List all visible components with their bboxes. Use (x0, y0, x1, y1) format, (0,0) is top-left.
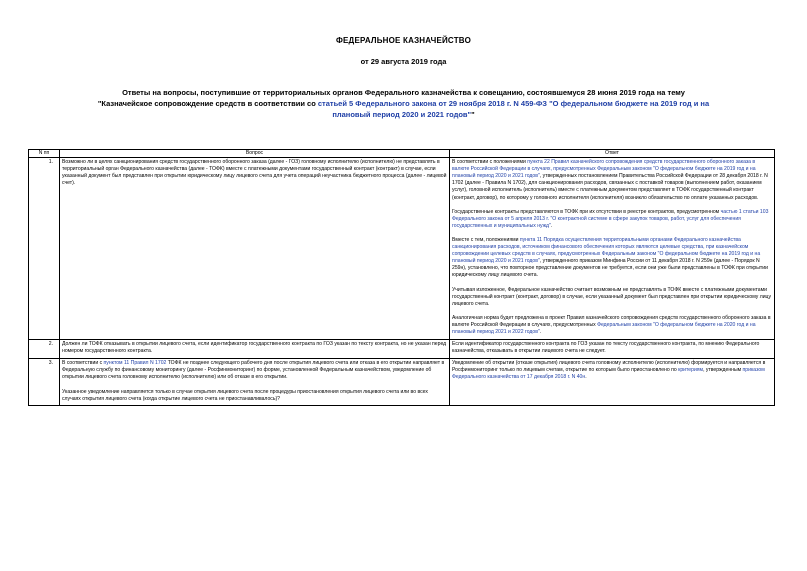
table-row (29, 359, 775, 405)
order-259n-link[interactable]: пункта 11 Порядка осуществления территориальными органами Федерального казначейства санкционирования расходов, источником финансового обеспечения которых являются целевые средства, при казначейском сопровождении целевых средств в случаях, предусмотренных Федеральным законом "О федеральном бюджете на 2019 год и на плановый период 2020 и 2021 годов" (452, 236, 761, 265)
answer-text: В соответствии с положениями (452, 159, 528, 166)
answer-text: Аналогичная норма будет предложена в проект Правил казначейского сопровождения средств государственного оборонного заказа в валюте Российской Федерации в случаях, предусмотренных (452, 314, 771, 328)
answer-text: , утвержденного приказом Минфина России от 11 декабря 2018 г. N 259н (далее - Порядок N 259н), установлено, что повторное представление документов не требуется, если они уже были представлены в ТОФК при открытии юридическому лицу лицевого счета. (452, 258, 768, 279)
answer-paragraph (452, 159, 772, 202)
answer-paragraph (452, 209, 772, 230)
qa-table (28, 149, 775, 406)
col-number-header: N пп (29, 150, 60, 158)
row-number: 2. (29, 340, 60, 359)
law-44fz-link[interactable]: частью 1 статьи 103 Федерального закона от 5 апреля 2013 г. "О контрактной системе в сфере закупок товаров, работ, услуг для обеспечения государственных и муниципальных нужд" (452, 208, 769, 229)
answer-text: . (550, 222, 553, 229)
question-cell (60, 340, 450, 359)
title-law-link-cont[interactable]: плановый период 2020 и 2021 годов" (332, 110, 472, 119)
answer-cell (450, 340, 775, 359)
question-text: Возможно ли в целях санкционирования средств государственного оборонного заказа (далее - ГОЗ) головному исполнителю (исполнителю) не представлять в территориальный орган Федерального казначейства (далее - ТОФК) вместе с платежными документами государственный контракт (контракт) в случае, если указанный документ был представлен при открытии юридическому лицу лицевого счета для учета операций неучастника бюджетного процесса (далее - лицевой счет). (62, 159, 447, 187)
answer-text: Вместе с тем, положениями (452, 236, 520, 243)
table-header-row (29, 150, 775, 158)
answer-text: . (539, 328, 542, 335)
document-title (35, 87, 772, 120)
title-law-link[interactable]: статьей 5 Федерального закона от 29 ноября 2018 г. N 459-ФЗ "О федеральном бюджете на 2019 год и на (317, 99, 710, 108)
question-cell (60, 359, 450, 405)
answer-text: . (585, 374, 587, 381)
document-date: от 29 августа 2019 года (360, 57, 447, 66)
question-fragment: В соответствии с (62, 360, 104, 367)
table-row (29, 158, 775, 340)
row-number: 3. (29, 359, 60, 405)
answer-paragraph: Учитывая изложенное, Федеральное казначейство считает возможным не представлять в ТОФК вместе с платежными документами государственный контракт (контракт, договор) в случае, если указанный документ был представлен при открытии юридическому лицу лицевого счета. (452, 286, 772, 307)
answer-paragraph (452, 237, 772, 280)
answer-cell (450, 158, 775, 340)
title-line-1: Ответы на вопросы, поступившие от территориальных органов Федерального казначейства к совещанию, состоявшемуся 28 июня 2019 года на тему (122, 88, 685, 97)
answer-text: , утвержденным (703, 367, 743, 374)
order-40n-link[interactable]: приказом Федерального казначейства от 17 декабря 2018 г. N 40н (452, 367, 765, 381)
answer-paragraph (452, 315, 772, 336)
row-number: 1. (29, 158, 60, 340)
question-cell (60, 158, 450, 340)
rules-1702-p11-link[interactable]: пунктом 11 Правил N 1702 (103, 360, 167, 367)
criteria-link[interactable]: критериям (678, 367, 704, 374)
question-text: Указанное уведомление направляется только в случае открытия лицевого счета после процедуры приостановления открытия лицевого счета или во всех случаях открытия лицевого счета (когда открытие лицевого счета не приостанавливалось)? (62, 388, 428, 402)
answer-text: Уведомление об открытии (отказе открытия) лицевого счета головному исполнителю (исполнителю) формируется и направляется в Росфинмониторинг только по лицевым счетам, открытие по которым было приостановлено по (452, 360, 766, 374)
col-question-header: Вопрос (60, 150, 450, 158)
budget-law-2020-link[interactable]: Федеральным законом "О федеральном бюджете на 2020 год и на плановый период 2021 и 2022 годов" (452, 321, 756, 335)
col-answer-header: Ответ (450, 150, 775, 158)
question-text (62, 360, 447, 381)
org-heading: ФЕДЕРАЛЬНОЕ КАЗНАЧЕЙСТВО (335, 36, 472, 45)
table-row (29, 340, 775, 359)
question-fragment: ТОФК не позднее следующего рабочего дня после открытия лицевого счета или отказа в его открытии направляет в Федеральную службу по финансовому мониторингу (далее - Росфинмониторинг) по форме, установленной Федеральным казначейством, уведомление об открытии лицевого счета головному исполнителю (исполнителю) или об отказе в его открытии. (62, 360, 445, 381)
rules-1702-link[interactable]: пункта 22 Правил казначейского сопровождения средств государственного оборонного заказа в валюте Российской Федерации в случаях, предусмотренных Федеральным законом "О федеральном бюджете на 2019 год и на плановый период 2020 и 2021 годов" (452, 159, 756, 180)
title-line-2-text: "Казначейское сопровождение средств в соответствии со (97, 99, 318, 108)
answer-text: Государственные контракты представляются в ТОФК при их отсутствии в реестре контрактов, предусмотренном (452, 208, 721, 215)
title-closing-quote: " (471, 110, 475, 119)
answer-cell (450, 359, 775, 405)
answer-paragraph: Если идентификатор государственного контракта по ГОЗ указан по тексту государственного контракта, по мнению Федерального казначейства, отказывать в открытии лицевого счета не следует. (452, 341, 760, 355)
question-text: Должен ли ТОФК отказывать в открытии лицевого счета, если идентификатор государственного контракта по ГОЗ указан по тексту контракта, но не указан перед номером государственного контракта. (62, 341, 447, 355)
answer-text: , утвержденных постановлением Правительства Российской Федерации от 28 декабря 2018 г. N 1702 (далее - Правила N 1702), для санкционирования расходов, связанных с поставкой товаров (выполнением работ, оказанием услуг), головной исполнитель (исполнитель) вместе с платежным документом представляет в ТОФК государственный контракт (контракт, договор), по которому у головного исполнителя (исполнителя) возникло обязательство по оплате указанных расходов. (452, 173, 768, 201)
answer-paragraph (452, 360, 772, 381)
